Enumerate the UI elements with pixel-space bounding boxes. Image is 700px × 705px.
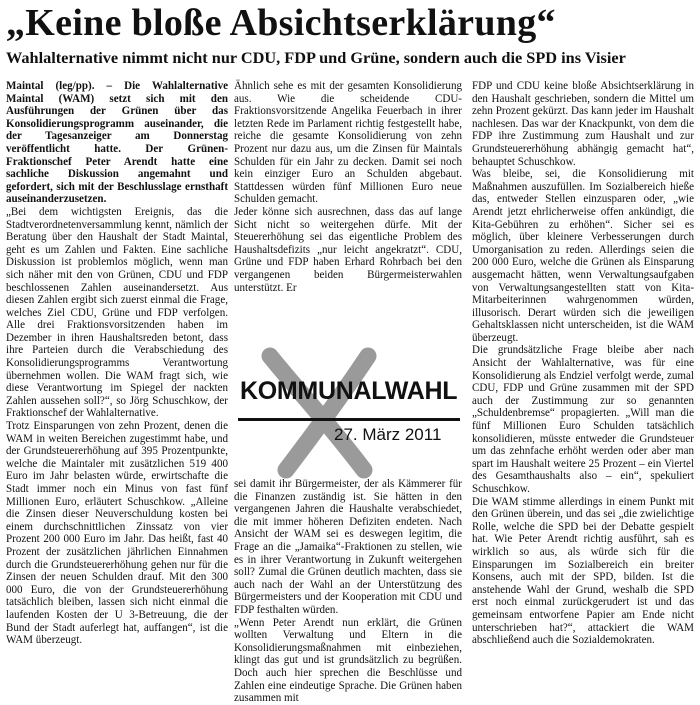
headline: „Keine bloße Absichtserklärung“ [6,2,556,44]
ballot-cross-icon [236,342,462,474]
body-paragraph: Was bleibe, sei, die Konsolidierung mit Maßnahmen auszufüllen. Im Sozialbereich hieße das, entweder Stellen einzusparen oder, „wie Arendt jetzt ehrlicherweise offen ankündigt, die Kita-Gebühren zu erhöhen“. Sicher sei es möglich, über kleinere Verbesserungen durch Umorganisation zu reden. Allerdings seien die 200 000 Euro, welche die Grünen als Einsparung ausgemacht hätten, wenn Verwaltungsaufgaben von Verwaltungsangestellten statt von Kita-Mitarbeiterinnen wahrgenommen würden, illusorisch. Derart würden sich die jeweiligen Gehaltsklassen nicht unterscheiden, ist die WAM überzeugt. [472,168,694,344]
logo-date: 27. März 2011 [334,425,442,444]
body-paragraph: Trotz Einsparungen von zehn Prozent, denen die WAM in weiten Bereichen zugestimmt habe, und der Grundsteuererhöhung auf 395 Prozentpunkte, welche die Maintaler mit zusätzlichen 519 400 Euro im Jahr belasten würde, erwirtschafte die Stadt immer noch ein Minus von fast fünf Millionen Euro, erläutert Schuschkow. „Alleine die Zinsen dieser Neuverschuldung kosten bei einem durchschnittlichen Zinssatz von vier Prozent 200 000 Euro im Jahr. Das heißt, fast 40 Prozent der zusätzlichen jährlichen Einnahmen durch die Grundsteuererhöhung gehen nur für die Zinsen der neuen Schulden drauf. Mit den 300 000 Euro, die von der Grundsteuererhöhung tatsächlich bleiben, lassen sich nicht einmal die laufenden Kosten der U 3-Betreuung, die der Bund der Stadt auferlegt hat, auffangen“, ist die WAM überzeugt. [6,420,228,647]
body-paragraph: Die grundsätzliche Frage bleibe aber nach Ansicht der Wahlalternative, was für eine Konsolidierung als Endziel verfolgt werde, zumal CDU, FDP und Grüne zusammen mit der SPD auch der Zustimmung zur so genannten „Schuldenbremse“ propagierten. „Will man die fünf Millionen Euro Schulden tatsächlich konsolidieren, müsste entweder die Grundsteuer um das zehnfache erhöht werden oder aber man spart im Haushalt weitere 25 Prozent – ein Viertel des Gesamthaushalts also – ein“, spekuliert Schuschkow. [472,344,694,495]
body-paragraph: Ähnlich sehe es mit der gesamten Konsolidierung aus. Wie die scheidende CDU-Fraktionsvorsitzende Angelika Feuerbach in ihrer letzten Rede im Parlament richtig festgestellt habe, reiche die gesamte Konsolidierung von zehn Prozent nur dazu aus, um die Zinsen für Maintals Schulden für ein Jahr zu decken. Damit sei noch kein einziger Euro an Schulden abgebaut. Stattdessen würden fünf Millionen Euro neue Schulden gemacht. [234,80,462,206]
logo-title: KOMMUNALWAHL [240,377,458,405]
body-paragraph: sei damit ihr Bürgermeister, der als Kämmerer für die Finanzen zuständig ist. Sie hätten in den vergangenen Jahren die Haushalte verabschiedet, die mit immer höheren Defiziten endeten. Nach Ansicht der WAM sei es deswegen legitim, die Frage an die „Jamaika“-Fraktionen zu stellen, wie es in ihrer Verantwortung in Zukunft weitergehen soll? Zumal die Grünen deutlich machten, dass sie auch nach der Wahl an der Unterstützung des Bürgermeisters und der Kooperation mit CDU und FDP festhalten würden. [234,478,462,616]
body-paragraph: FDP und CDU keine bloße Absichtserklärung in den Haushalt geschrieben, sondern die Mittel um zehn Prozent gekürzt. Das kann jeder im Haushalt nachlesen. Das war der Knackpunkt, von dem die FDP ihre Zustimmung zum Haushalt und zur Grundsteuererhöhung abhängig gemacht hat“, behauptet Schuschkow. [472,80,694,168]
body-paragraph: Die WAM stimme allerdings in einem Punkt mit den Grünen überein, und das sei „die zwielichtige Rolle, welche die SPD bei der Debatte gespielt hat. Wie Peter Arendt richtig ausführt, sah es wirklich so aus, als würde sich für die Einsparungen im Sozialbereich ein breiter Konsens, auch mit der SPD, bilden. Ist die anstehende Wahl der Grund, weshalb die SPD erst noch einmal zurückgerudert ist und das gemeinsam entworfene Papier am Ende nicht unterschrieben hat?“, attackiert die WAM abschließend auch die Sozialdemokraten. [472,495,694,647]
article-column-2 [234,80,462,705]
body-paragraph: „Bei dem wichtigsten Ereignis, das die Stadtverordnetenversammlung kennt, nämlich der Beratung über den Haushalt der Stadt Maintal, geht es um Zahlen und Fakten. Eine sachliche Diskussion ist problemlos möglich, wenn man sich näher mit den von Grünen, CDU und FDP beschlossenen Zahlen auseinandersetzt. Aus diesen Zahlen ergibt sich zuerst einmal die Frage, welches Ziel CDU, Grüne und FDP verfolgen. Alle drei Fraktionsvorsitzenden haben im Dezember in ihren Haushaltsreden betont, dass ihre Parteien durch die Verabschiedung des Konsolidierungsprogramms Verantwortung übernehmen wollen. Die WAM fragt sich, wie diese Verantwortung im Spiegel der nackten Zahlen aussehen soll?“, so Jörg Schuschkow, der Fraktionschef der Wahlalternative. [6,205,228,420]
article-column-3 [472,80,694,676]
article-column-1 [6,80,228,676]
body-paragraph: Jeder könne sich ausrechnen, dass das auf lange Sicht nicht so weitergehen dürfe. Mit der Steuererhöhung sei das eigentliche Problem des Haushaltsdefizits „nur leicht angekratzt“. CDU, Grüne und FDP haben Erhard Rohrbach bei den vergangenen beiden Bürgermeisterwahlen unterstützt. Er [234,205,462,294]
body-paragraph: „Wenn Peter Arendt nun erklärt, die Grünen wollten Verwaltung und Eltern in die Konsolidierungsmaßnahmen mit einbeziehen, klingt das gut und ist grundsätzlich zu begrüßen. Doch auch hier sprechen die Beschlüsse und Zahlen eine eindeutige Sprache. Die Grünen haben zusammen mit [234,616,462,705]
lead-paragraph: Maintal (leg/pp). – Die Wahlalternative Maintal (WAM) setzt sich mit den Ausführungen der Grünen über das Konsolidierungsprogramm auseinander, die der Tagesanzeiger am Donnerstag veröffentlicht hatte. Der Grünen-Fraktionschef Peter Arendt hatte eine sachliche Diskussion angemahnt und gefordert, sich mit der Beschlusslage ernsthaft auseinanderzusetzen. [6,80,228,206]
subheadline: Wahlalternative nimmt nicht nur CDU, FDP und Grüne, sondern auch die SPD ins Visier [6,48,626,67]
column-2-upper-text [234,80,462,320]
kommunalwahl-logo [236,342,462,474]
column-2-lower-text [234,478,462,705]
